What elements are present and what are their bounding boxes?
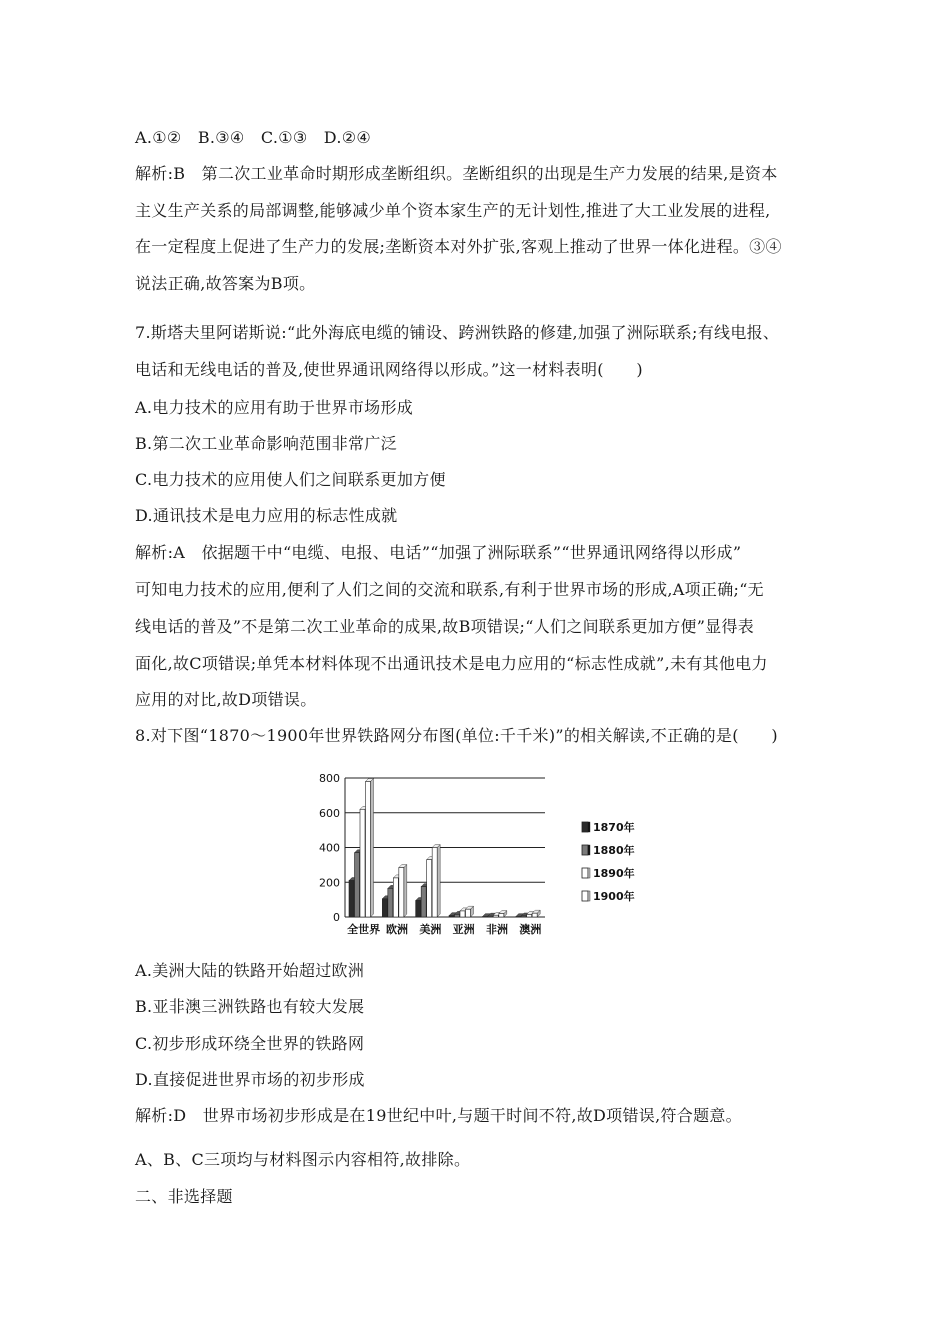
x-tick-label: 欧洲 xyxy=(386,923,408,936)
legend-swatch-side xyxy=(588,845,590,855)
x-tick-label: 澳洲 xyxy=(519,923,542,936)
bar xyxy=(449,916,454,917)
q7-stem-line-1: 7.斯塔夫里阿诺斯说:“此外海底电缆的铺设、跨洲铁路的修建,加强了洲际联系;有线电报、 xyxy=(135,323,780,342)
q6-analysis-line-3: 在一定程度上促进了生产力的发展;垄断资本对外扩张,客观上推动了世界一体化进程。③④ xyxy=(135,237,782,256)
y-tick-label: 0 xyxy=(333,911,340,924)
q6-analysis-line-2: 主义生产关系的局部调整,能够减少单个资本家生产的无计划性,推进了大工业发展的进程, xyxy=(135,201,771,220)
bar xyxy=(466,909,471,917)
q8-analysis-line-2: A、B、C三项均与材料图示内容相符,故排除。 xyxy=(135,1150,471,1169)
railway-chart-svg xyxy=(300,770,660,950)
bar xyxy=(399,867,404,917)
legend-swatch xyxy=(582,822,588,832)
bar xyxy=(349,881,354,917)
section-heading: 二、非选择题 xyxy=(135,1187,233,1206)
x-tick-label: 亚洲 xyxy=(452,923,475,936)
q7-option-b: B.第二次工业革命影响范围非常广泛 xyxy=(135,434,397,453)
y-tick-label: 800 xyxy=(319,772,340,785)
bar xyxy=(493,915,498,917)
legend-swatch xyxy=(582,891,588,901)
bar xyxy=(366,781,371,917)
q7-option-a: A.电力技术的应用有助于世界市场形成 xyxy=(135,398,414,417)
q6-options: A.①② B.③④ C.①③ D.②④ xyxy=(135,128,372,147)
bar xyxy=(482,917,487,918)
legend-label: 1900年 xyxy=(593,890,635,903)
legend-swatch xyxy=(582,868,588,878)
y-tick-label: 400 xyxy=(319,841,340,855)
bar xyxy=(516,917,521,918)
legend-swatch xyxy=(582,845,588,855)
q8-option-b: B.亚非澳三洲铁路也有较大发展 xyxy=(135,997,365,1016)
bar xyxy=(427,860,432,917)
bar xyxy=(393,878,398,917)
legend-swatch-side xyxy=(588,891,590,901)
q7-stem-line-2: 电话和无线电话的普及,使世界通讯网络得以形成。”这一材料表明( ) xyxy=(135,360,643,379)
bar-side xyxy=(371,778,374,917)
q7-analysis-line-5: 应用的对比,故D项错误。 xyxy=(135,690,317,709)
q7-analysis-line-1: 解析:A 依据题干中“电缆、电报、电话”“加强了洲际联系”“世界通讯网络得以形成” xyxy=(135,543,742,562)
bar xyxy=(455,914,460,917)
bar xyxy=(416,900,421,917)
y-tick-label: 600 xyxy=(319,806,340,820)
bar xyxy=(499,914,504,917)
q7-analysis-line-2: 可知电力技术的应用,便利了人们之间的交流和联系,有利于世界市场的形成,A项正确;“无 xyxy=(135,580,764,599)
bar-side xyxy=(404,864,407,917)
bar xyxy=(382,899,387,917)
legend-swatch-side xyxy=(588,868,590,878)
q6-analysis-line-4: 说法正确,故答案为B项。 xyxy=(135,274,316,293)
q8-analysis-line-1: 解析:D 世界市场初步形成是在19世纪中叶,与题干时间不符,故D项错误,符合题意。 xyxy=(135,1106,742,1125)
q6-analysis-line-1: 解析:B 第二次工业革命时期形成垄断组织。垄断组织的出现是生产力发展的结果,是资本 xyxy=(135,164,778,183)
q7-option-d: D.通讯技术是电力应用的标志性成就 xyxy=(135,506,398,525)
bar-side xyxy=(437,845,440,918)
bar xyxy=(488,916,493,917)
bar xyxy=(432,848,437,918)
bar xyxy=(360,809,365,917)
q8-stem: 8.对下图“1870～1900年世界铁路网分布图(单位:千千米)”的相关解读,不正确的是( ) xyxy=(135,726,778,745)
q8-option-a: A.美洲大陆的铁路开始超过欧洲 xyxy=(135,961,365,980)
legend-label: 1870年 xyxy=(593,821,635,834)
bar xyxy=(460,911,465,917)
q8-option-d: D.直接促进世界市场的初步形成 xyxy=(135,1070,365,1089)
bar xyxy=(355,853,360,917)
q7-analysis-line-3: 线电话的普及”不是第二次工业革命的成果,故B项错误;“人们之间联系更加方便”显得表 xyxy=(135,617,755,636)
bar xyxy=(521,916,526,917)
legend-label: 1880年 xyxy=(593,844,635,857)
x-tick-label: 非洲 xyxy=(486,923,508,936)
x-tick-label: 美洲 xyxy=(419,923,442,936)
railway-chart xyxy=(300,770,660,950)
q8-option-c: C.初步形成环绕全世界的铁路网 xyxy=(135,1034,365,1053)
q7-analysis-line-4: 面化,故C项错误;单凭本材料体现不出通讯技术是电力应用的“标志性成就”,未有其他电力 xyxy=(135,654,768,673)
legend-label: 1890年 xyxy=(593,867,635,880)
bar xyxy=(527,914,532,917)
q7-option-c: C.电力技术的应用使人们之间联系更加方便 xyxy=(135,470,446,489)
x-tick-label: 全世界 xyxy=(347,923,381,936)
y-tick-label: 200 xyxy=(319,876,340,890)
bar xyxy=(421,887,426,917)
bar xyxy=(532,913,537,917)
bar xyxy=(388,888,393,917)
legend-swatch-side xyxy=(588,822,590,832)
